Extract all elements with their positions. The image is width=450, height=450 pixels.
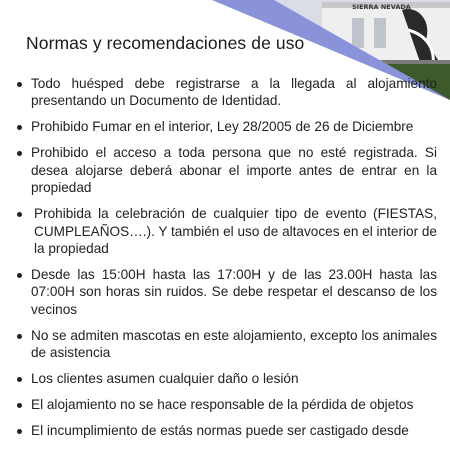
- rule-text: No se admiten mascotas en este alojamiento, excepto los animales de asistencia: [31, 327, 437, 361]
- rule-text: Los clientes asumen cualquier daño o lesión: [31, 371, 299, 387]
- list-item: [17, 396, 437, 413]
- bullet-icon: [17, 334, 22, 339]
- bullet-icon: [17, 429, 22, 434]
- list-item: [17, 75, 437, 110]
- rule-text: Prohibida la celebración de cualquier tipo de evento (FIESTAS, CUMPLEAÑOS….). Y también el uso de altavoces en el interior de la propiedad: [34, 206, 437, 257]
- rule-text: Prohibido Fumar en el interior, Ley 28/2005 de 26 de Diciembre: [31, 119, 414, 135]
- rule-text: El incumplimiento de estás normas puede ser castigado desde: [31, 423, 409, 439]
- list-item: [17, 266, 437, 318]
- list-item: [17, 422, 437, 439]
- bullet-icon: [17, 273, 22, 278]
- rule-text: El alojamiento no se hace responsable de la pérdida de objetos: [31, 397, 414, 413]
- list-item: [17, 205, 437, 257]
- list-item: [17, 144, 437, 196]
- bullet-icon: [17, 125, 22, 130]
- bullet-icon: [17, 82, 22, 87]
- list-item: [17, 370, 437, 387]
- rules-list: [17, 75, 437, 448]
- rule-text: Todo huésped debe registrarse a la llegada al alojamiento presentando un Documento de Identidad.: [31, 76, 437, 109]
- page-title: Normas y recomendaciones de uso: [26, 33, 305, 53]
- bullet-icon: [17, 212, 22, 217]
- bullet-icon: [17, 151, 22, 156]
- rule-text: Prohibido el acceso a toda persona que no esté registrada. Si desea alojarse deberá abonar el importe antes de entrar en la propiedad: [31, 145, 437, 196]
- bullet-icon: [17, 403, 22, 408]
- list-item: [17, 118, 437, 135]
- bullet-icon: [17, 377, 22, 382]
- sign-text: SIERRA NEVADA: [352, 3, 411, 11]
- rule-text: Desde las 15:00H hasta las 17:00H y de las 23.00H hasta las 07:00H son horas sin ruidos. Se debe respetar el descanso de los vecinos: [31, 267, 437, 317]
- list-item: [17, 327, 437, 362]
